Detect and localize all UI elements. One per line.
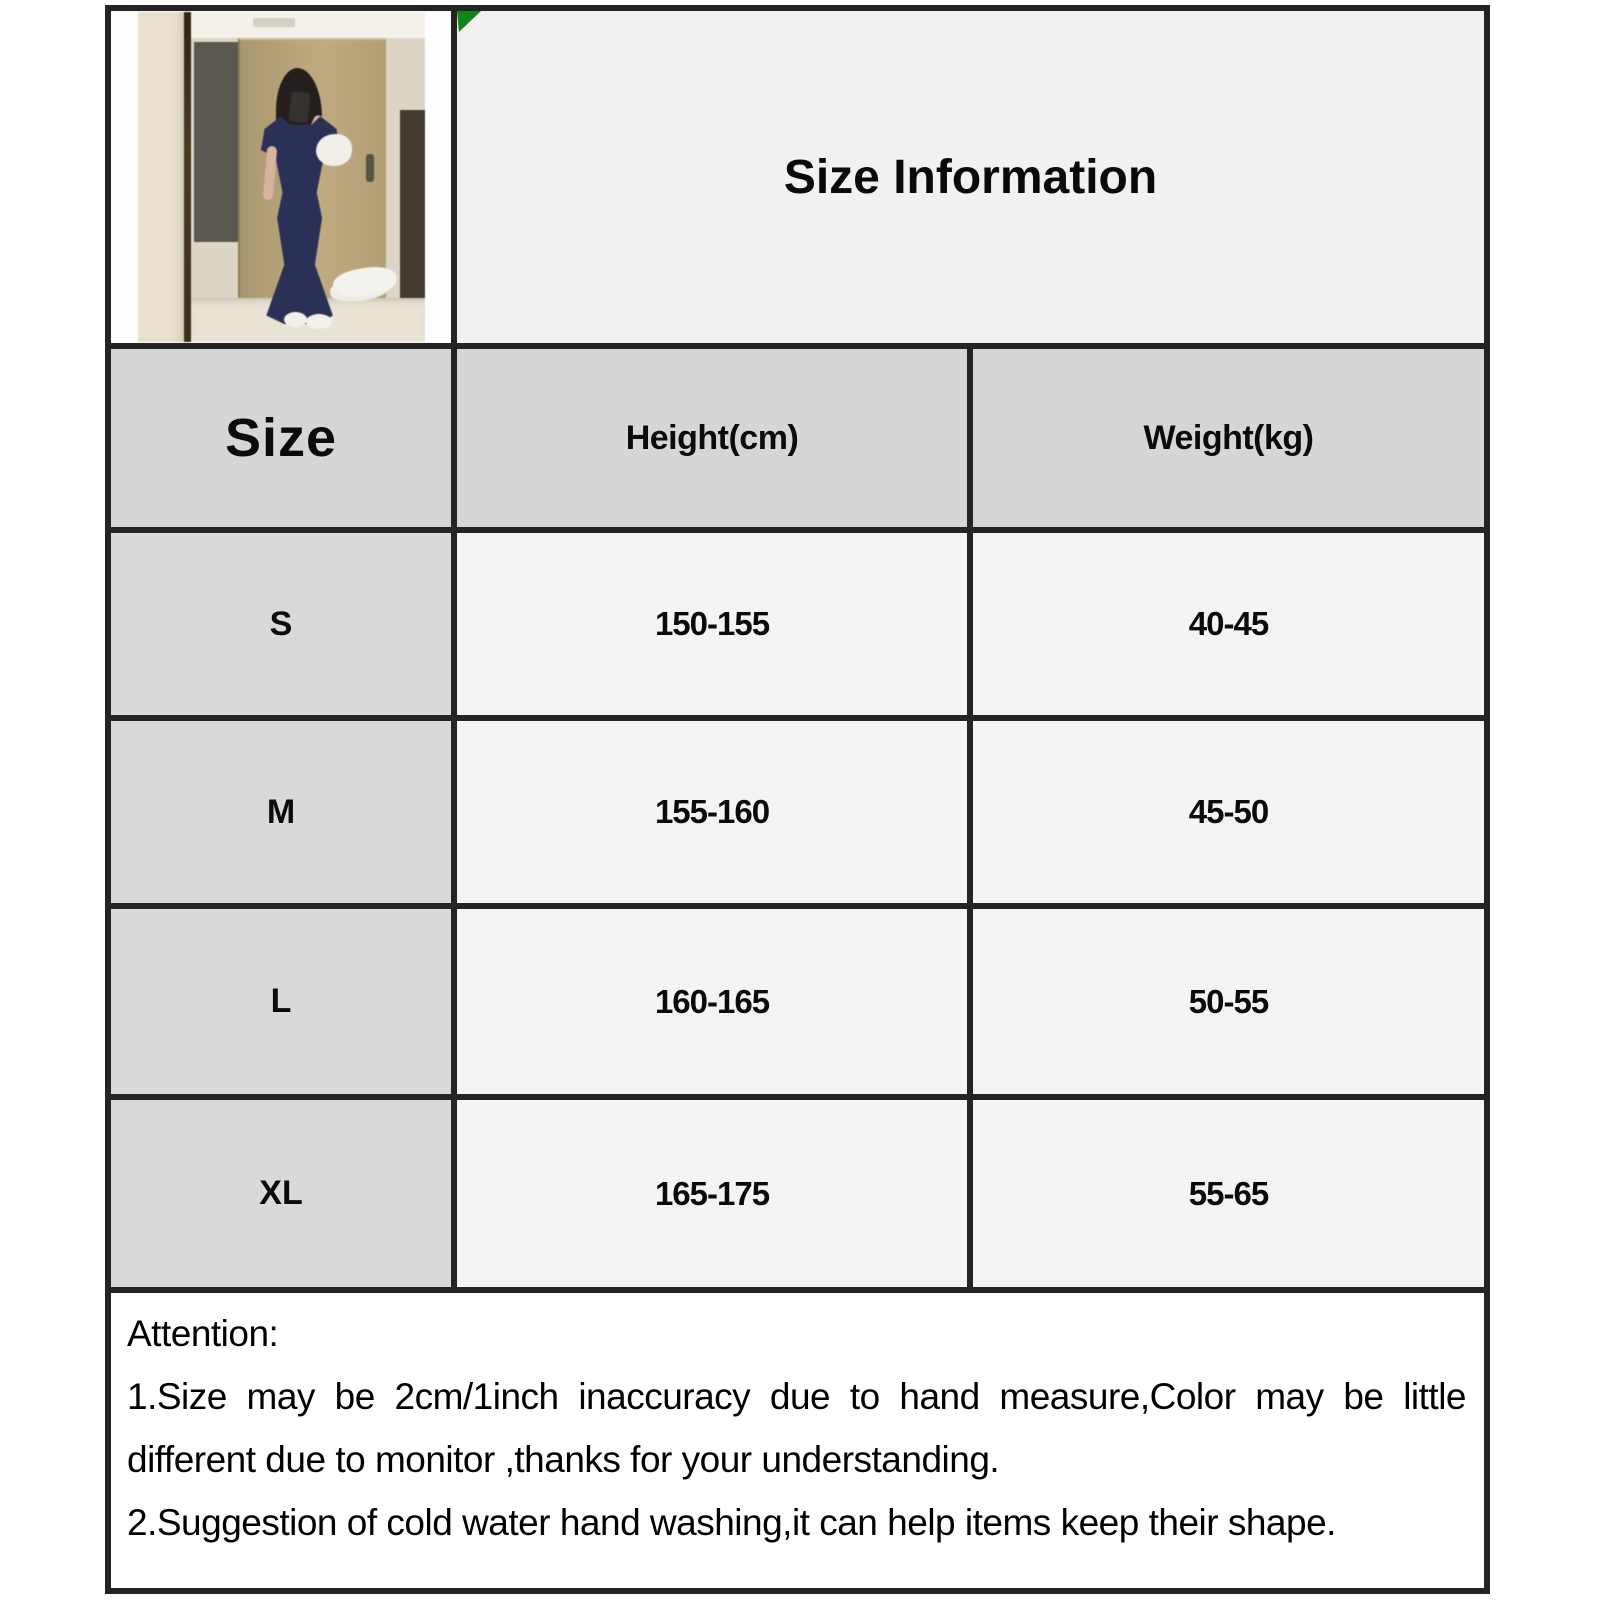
photo-ceiling <box>191 12 425 38</box>
attention-section <box>111 1293 1484 1588</box>
product-photo-cell <box>111 11 457 349</box>
size-information-table <box>105 5 1490 1594</box>
photo-handbag <box>316 134 352 166</box>
row-l-weight-cell: 50-55 <box>973 909 1484 1100</box>
row-xl-height-cell: 165-175 <box>457 1100 973 1293</box>
page-title: Size Information <box>783 150 1158 204</box>
row-s-size-cell: S <box>111 533 457 721</box>
photo-ceiling-vent <box>253 18 295 27</box>
photo-wall <box>138 12 184 342</box>
photo-door-handle <box>366 154 374 182</box>
photo-phone <box>288 91 310 123</box>
row-m-height-cell: 155-160 <box>457 721 973 909</box>
header-cell-height: Height(cm) <box>457 349 973 533</box>
header-cell-size: Size <box>111 349 457 533</box>
green-triangle-marker <box>457 11 481 32</box>
row-l-size-cell: L <box>111 909 457 1100</box>
title-cell <box>457 11 1484 349</box>
photo-slipper-left <box>284 312 307 327</box>
photo-slipper-right <box>306 314 332 329</box>
row-l-height-cell: 160-165 <box>457 909 973 1100</box>
row-xl-size-cell: XL <box>111 1100 457 1293</box>
photo-mirror-frame <box>184 12 191 342</box>
product-photo <box>138 12 425 342</box>
row-m-weight-cell: 45-50 <box>973 721 1484 909</box>
photo-dark-panel <box>194 42 238 242</box>
row-xl-weight-cell: 55-65 <box>973 1100 1484 1293</box>
row-m-size-cell: M <box>111 721 457 909</box>
attention-heading: Attention: <box>127 1313 279 1354</box>
row-s-weight-cell: 40-45 <box>973 533 1484 721</box>
row-s-height-cell: 150-155 <box>457 533 973 721</box>
header-cell-weight: Weight(kg) <box>973 349 1484 533</box>
attention-note-1: 1.Size may be 2cm/1inch inaccuracy due to hand measure,Color may be little different due to monitor ,thanks for your understanding. <box>127 1375 1466 1480</box>
attention-note-2: 2.Suggestion of cold water hand washing,it can help items keep their shape. <box>127 1501 1336 1543</box>
photo-wardrobe <box>400 110 425 314</box>
